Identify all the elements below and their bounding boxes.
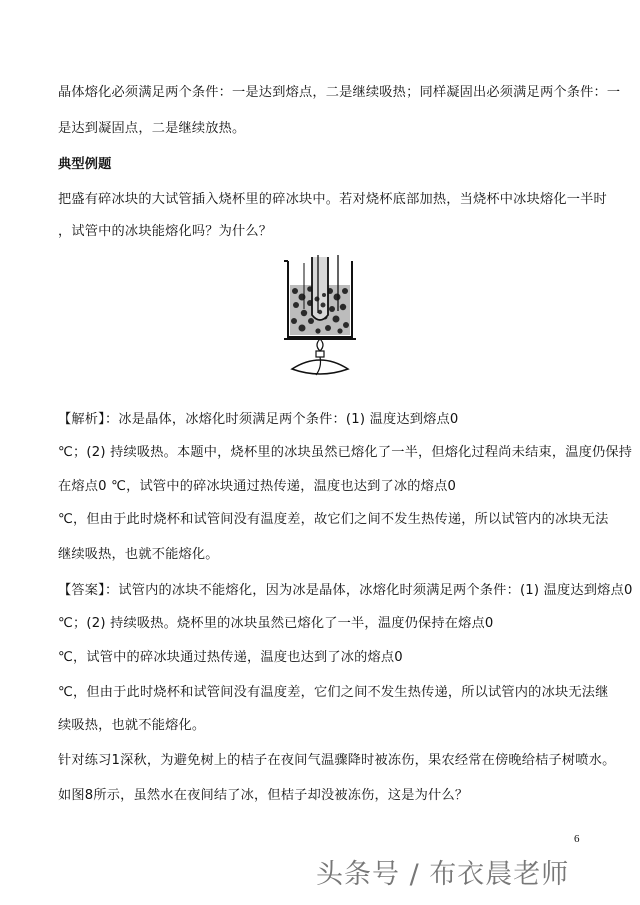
paragraph-line-2: 是达到凝固点，二是继续放热。 (58, 121, 246, 136)
answer-line-1: 【答案】：试管内的冰块不能熔化，因为冰是晶体，冰熔化时须满足两个条件：(1) 温度达到熔点0 (58, 583, 633, 598)
question-line-1: 把盛有碎冰块的大试管插入烧杯里的碎冰块中。若对烧杯底部加热，当烧杯中冰块熔化一半时 (58, 192, 607, 207)
answer-line-2: ℃；(2) 持续吸热。烧杯里的冰块虽然已熔化了一半，温度仍保持在熔点0 (58, 616, 494, 631)
beaker-test-tube-diagram (280, 255, 360, 383)
section-heading: 典型例题 (58, 157, 112, 172)
answer-line-5: 续吸热，也就不能熔化。 (58, 718, 206, 733)
exercise-line-2: 如图8所示，虽然水在夜间结了冰，但桔子却没被冻伤，这是为什么？ (58, 788, 469, 803)
page-number: 6 (574, 833, 580, 845)
answer-line-4: ℃，但由于此时烧杯和试管间没有温度差，它们之间不发生热传递，所以试管内的冰块无法继 (58, 685, 609, 700)
exercise-line-1: 针对练习1深秋，为避免树上的桔子在夜间气温骤降时被冻伤，果农经常在傍晚给桔子树喷水。 (58, 753, 616, 768)
question-line-2: ，试管中的冰块能熔化吗？为什么？ (58, 224, 273, 239)
watermark: 头条号 / 布衣晨老师 (316, 859, 570, 890)
answer-line-3: ℃，试管中的碎冰块通过热传递，温度也达到了冰的熔点0 (58, 650, 403, 665)
analysis-line-1: 【解析】：冰是晶体，冰熔化时须满足两个条件：(1) 温度达到熔点0 (58, 412, 459, 427)
analysis-line-4: ℃，但由于此时烧杯和试管间没有温度差，故它们之间不发生热传递，所以试管内的冰块无法 (58, 512, 609, 527)
analysis-line-2: ℃；(2) 持续吸热。本题中，烧杯里的冰块虽然已熔化了一半，但熔化过程尚未结束，温度仍保持 (58, 445, 633, 460)
analysis-line-5: 继续吸热，也就不能熔化。 (58, 547, 219, 562)
paragraph-line-1: 晶体熔化必须满足两个条件：一是达到熔点，二是继续吸热；同样凝固出必须满足两个条件：一 (58, 85, 621, 100)
analysis-line-3: 在熔点0 ℃，试管中的碎冰块通过热传递，温度也达到了冰的熔点0 (58, 479, 457, 494)
